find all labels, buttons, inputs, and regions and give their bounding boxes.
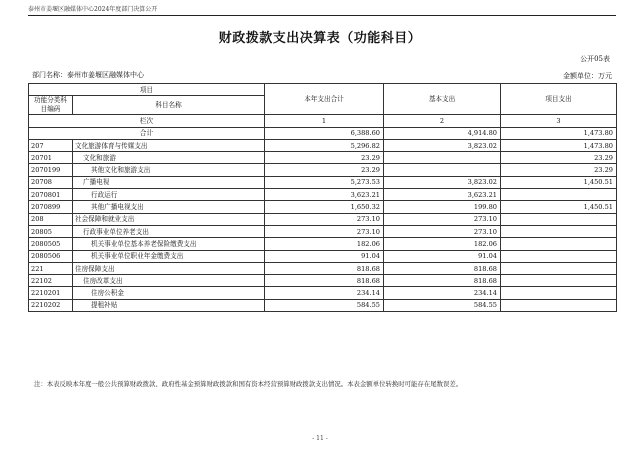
- row-basic: 584.55: [384, 299, 501, 311]
- row-code: 2210202: [29, 299, 73, 311]
- page-title: 财政拨款支出决算表（功能科目）: [218, 31, 422, 46]
- row-name: 文化和旅游: [73, 152, 265, 164]
- header-row-1: [29, 84, 617, 96]
- header-total: 本年支出合计: [265, 84, 384, 115]
- row-basic: [384, 164, 501, 176]
- table-row: [29, 201, 617, 213]
- row-project: 1,473.80: [501, 139, 617, 151]
- row-total: 818.68: [265, 275, 384, 287]
- table-row: [29, 287, 617, 299]
- row-project: [501, 287, 617, 299]
- row-code: 2080505: [29, 238, 73, 250]
- row-project: [501, 189, 617, 201]
- table-row: [29, 176, 617, 188]
- row-basic: 818.68: [384, 275, 501, 287]
- table-row: [29, 152, 617, 164]
- table-row: [29, 164, 617, 176]
- row-name: 住房公积金: [73, 287, 265, 299]
- row-total: 1,650.32: [265, 201, 384, 213]
- row-project: [501, 225, 617, 237]
- row-name: 行政事业单位养老支出: [73, 225, 265, 237]
- row-project: 23.29: [501, 152, 617, 164]
- row-total: 91.04: [265, 250, 384, 262]
- table-row: [29, 299, 617, 311]
- row-project: 23.29: [501, 164, 617, 176]
- row-name: 其他文化和旅游支出: [73, 164, 265, 176]
- row-basic: 182.06: [384, 238, 501, 250]
- row-basic: 199.80: [384, 201, 501, 213]
- row-name: 提租补贴: [73, 299, 265, 311]
- amount-unit: 金额单位：万元: [563, 72, 612, 80]
- row-name: 文化旅游体育与传媒支出: [73, 139, 265, 151]
- table-row: [29, 213, 617, 225]
- row-name: 广播电视: [73, 176, 265, 188]
- header-func-code: 功能分类科目编码: [29, 96, 73, 115]
- row-total: 23.29: [265, 152, 384, 164]
- sum-basic: 4,914.80: [384, 127, 501, 139]
- row-total: 5,296.82: [265, 139, 384, 151]
- row-total: 23.29: [265, 164, 384, 176]
- row-code: 207: [29, 139, 73, 151]
- sum-label: 合计: [29, 127, 265, 139]
- sum-project: 1,473.80: [501, 127, 617, 139]
- row-total: 234.14: [265, 287, 384, 299]
- header-project-exp: 项目支出: [501, 84, 617, 115]
- row-project: [501, 238, 617, 250]
- row-name: 社会保障和就业支出: [73, 213, 265, 225]
- table-row: [29, 250, 617, 262]
- row-basic: 91.04: [384, 250, 501, 262]
- row-name: 其他广播电视支出: [73, 201, 265, 213]
- row-code: 20701: [29, 152, 73, 164]
- row-project: [501, 250, 617, 262]
- row-project: 1,450.51: [501, 176, 617, 188]
- row-code: 2070899: [29, 201, 73, 213]
- row-total: 5,273.53: [265, 176, 384, 188]
- row-code: 20708: [29, 176, 73, 188]
- table-row: [29, 238, 617, 250]
- row-project: [501, 213, 617, 225]
- row-total: 273.10: [265, 213, 384, 225]
- header-basic: 基本支出: [384, 84, 501, 115]
- table-row: [29, 225, 617, 237]
- row-total: 273.10: [265, 225, 384, 237]
- row-number-label: 栏次: [29, 115, 265, 127]
- row-basic: [384, 152, 501, 164]
- row-project: 1,450.51: [501, 201, 617, 213]
- row-name: 行政运行: [73, 189, 265, 201]
- row-basic: 273.10: [384, 213, 501, 225]
- row-basic: 3,823.02: [384, 176, 501, 188]
- column-number-row: [29, 115, 617, 127]
- row-total: 584.55: [265, 299, 384, 311]
- row-code: 20805: [29, 225, 73, 237]
- table-row: [29, 262, 617, 274]
- row-code: 208: [29, 213, 73, 225]
- table-row: [29, 275, 617, 287]
- row-code: 2070801: [29, 189, 73, 201]
- row-project: [501, 299, 617, 311]
- row-basic: 818.68: [384, 262, 501, 274]
- row-basic: 3,823.02: [384, 139, 501, 151]
- row-code: 22102: [29, 275, 73, 287]
- row-code: 2080506: [29, 250, 73, 262]
- row-total: 818.68: [265, 262, 384, 274]
- row-basic: 234.14: [384, 287, 501, 299]
- header-subject-name: 科目名称: [73, 96, 265, 115]
- total-row: [29, 127, 617, 139]
- table-row: [29, 189, 617, 201]
- sum-total: 6,388.60: [265, 127, 384, 139]
- table-row: [29, 139, 617, 151]
- row-code: 2210201: [29, 287, 73, 299]
- table-note: 注：本表反映本年度一般公共预算财政拨款、政府性基金预算财政拨款和国有资本经营预算财政拨款支出情况。本表金额单位转换时可能存在尾数误差。: [34, 380, 463, 388]
- row-code: 221: [29, 262, 73, 274]
- page-number: - 11 -: [312, 435, 328, 442]
- col-number-3: 3: [501, 115, 617, 127]
- row-basic: 3,623.21: [384, 189, 501, 201]
- col-number-1: 1: [265, 115, 384, 127]
- row-code: 2070199: [29, 164, 73, 176]
- table-code: 公开05表: [580, 55, 610, 63]
- expenditure-table: [28, 83, 617, 312]
- row-name: 住房保障支出: [73, 262, 265, 274]
- row-total: 3,623.21: [265, 189, 384, 201]
- row-basic: 273.10: [384, 225, 501, 237]
- row-total: 182.06: [265, 238, 384, 250]
- row-project: [501, 262, 617, 274]
- row-name: 机关事业单位职业年金缴费支出: [73, 250, 265, 262]
- row-project: [501, 275, 617, 287]
- page-header: 泰州市姜堰区融媒体中心2024年度部门决算公开: [28, 4, 616, 16]
- department-name: 部门名称：泰州市姜堰区融媒体中心: [32, 71, 144, 79]
- row-name: 住房改革支出: [73, 275, 265, 287]
- col-number-2: 2: [384, 115, 501, 127]
- row-name: 机关事业单位基本养老保险缴费支出: [73, 238, 265, 250]
- header-project: 项目: [29, 84, 265, 96]
